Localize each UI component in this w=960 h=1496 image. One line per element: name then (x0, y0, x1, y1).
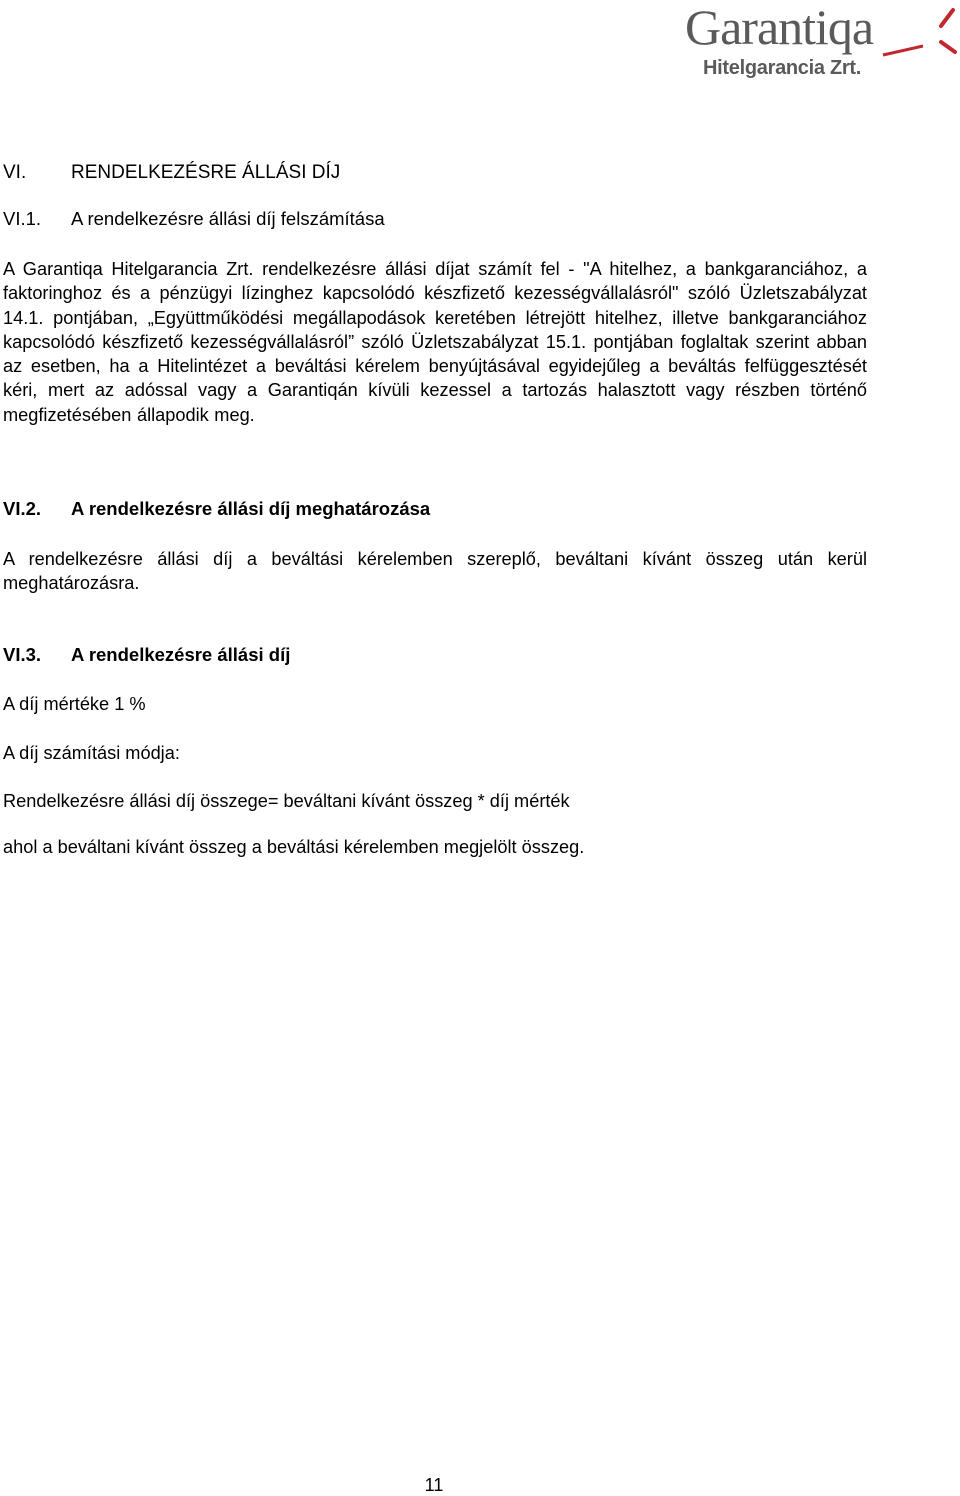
subsection-heading-1 (3, 207, 867, 231)
subsection-body-1: A Garantiqa Hitelgarancia Zrt. rendelkezésre állási díjat számít fel - "A hitelhez, a bankgaranciához, a faktoringhoz és a pénzügyi lízinghez kapcsolódó készfizető kezességvállalásról" szóló Üzletszabályzat 14.1. pontjában, „Együttműködési megállapodások keretében létrejött hitelhez, illetve bankgaranciához kapcsolódó készfizető kezességvállalásról” szóló Üzletszabályzat 15.1. pontjában foglaltak szerint abban az esetben, ha a Hitelintézet a beváltási kérelem benyújtásával egyidejűleg a beváltás felfüggesztését kéri, mert az adóssal vagy a Garantiqán kívüli kezessel a tartozás halasztott vagy részben történő megfizetésében állapodik meg. (3, 259, 867, 425)
section-title: RENDELKEZÉSRE ÁLLÁSI DÍJ (71, 162, 341, 183)
fee-method-line: A díj számítási módja: (3, 743, 180, 763)
subsection-title: A rendelkezésre állási díj meghatározása (71, 498, 431, 519)
subsection-title: A rendelkezésre állási díj (71, 644, 291, 665)
subsection-heading-3 (3, 643, 867, 667)
fee-formula-line: Rendelkezésre állási díj összege= beváltani kívánt összeg * díj mérték (3, 791, 570, 811)
section-number: VI. (3, 162, 27, 183)
subsection-heading-2 (3, 497, 867, 521)
svg-text:Hitelgarancia Zrt.: Hitelgarancia Zrt. (703, 57, 861, 79)
fee-rate-line: A díj mértéke 1 % (3, 694, 146, 714)
subsection-title: A rendelkezésre állási díj felszámítása (71, 208, 385, 229)
svg-text:Garantiqa: Garantiqa (685, 0, 874, 55)
subsection-number: VI.1. (3, 208, 42, 229)
garantiqa-logo (683, 0, 960, 82)
subsection-number: VI.3. (3, 644, 42, 665)
subsection-number: VI.2. (3, 498, 42, 519)
fee-definition-line: ahol a beváltani kívánt összeg a beváltási kérelemben megjelölt összeg. (3, 837, 585, 857)
section-heading (3, 161, 867, 185)
subsection-body-2: A rendelkezésre állási díj a beváltási kérelemben szereplő, beváltani kívánt összeg után kerül meghatározásra. (3, 549, 867, 594)
page-number: 11 (424, 1475, 444, 1495)
